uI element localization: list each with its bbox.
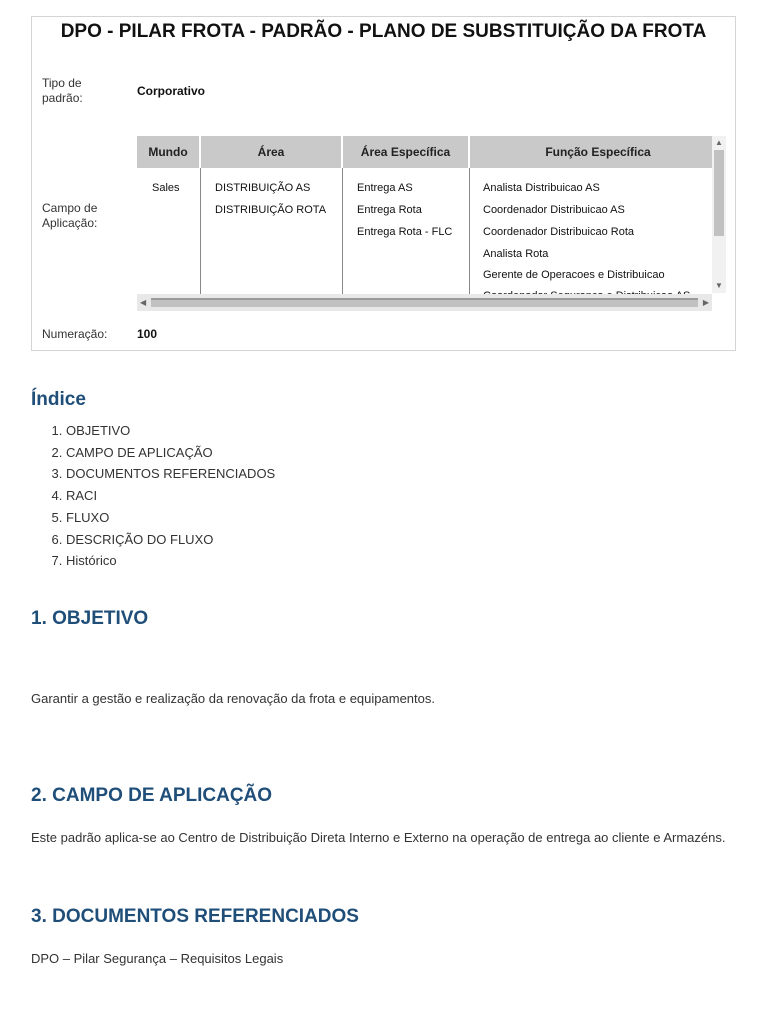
table-cell: Analista Distribuicao AS xyxy=(483,182,600,194)
indice-list xyxy=(31,420,275,572)
tipo-padrao-label: Tipo de padrão: xyxy=(42,76,83,105)
indice-item-documentos[interactable]: 3. DOCUMENTOS REFERENCIADOS xyxy=(66,463,275,485)
scroll-left-arrow-icon[interactable]: ◀ xyxy=(140,298,147,307)
document-header-card xyxy=(31,16,736,351)
table-cell: Entrega AS xyxy=(357,182,413,194)
objetivo-heading: 1. OBJETIVO xyxy=(31,608,149,629)
vertical-scroll-thumb[interactable] xyxy=(714,150,724,236)
scroll-down-arrow-icon[interactable]: ▼ xyxy=(715,281,723,290)
scroll-right-arrow-icon[interactable]: ▶ xyxy=(702,298,709,307)
indice-item-objetivo[interactable]: 1. OBJETIVO xyxy=(66,420,275,442)
table-cell: Entrega Rota xyxy=(357,204,422,216)
table-horizontal-scrollbar[interactable] xyxy=(137,294,712,311)
table-cell: Entrega Rota - FLC xyxy=(357,226,453,238)
table-column-area-especifica xyxy=(343,168,470,311)
documentos-heading: 3. DOCUMENTOS REFERENCIADOS xyxy=(31,906,359,927)
numeracao-value: 100 xyxy=(137,327,158,341)
indice-item-historico[interactable]: 7. Histórico xyxy=(66,550,275,572)
campo-aplicacao-heading: 2. CAMPO DE APLICAÇÃO xyxy=(31,785,273,806)
table-header-area-especifica: Área Específica xyxy=(343,136,470,168)
table-column-mundo xyxy=(137,168,201,311)
indice-item-campo-aplicacao[interactable]: 2. CAMPO DE APLICAÇÃO xyxy=(66,442,275,464)
table-cell: Gerente de Operacoes e Distribuicao xyxy=(483,269,665,281)
table-cell: Analista Rota xyxy=(483,248,549,260)
indice-heading: Índice xyxy=(31,389,86,410)
campo-aplicacao-label: Campo de Aplicação: xyxy=(42,201,98,230)
indice-item-fluxo[interactable]: 5. FLUXO xyxy=(66,507,275,529)
scroll-up-arrow-icon[interactable]: ▲ xyxy=(715,138,723,147)
table-cell: DISTRIBUIÇÃO AS xyxy=(215,182,311,194)
indice-item-raci[interactable]: 4. RACI xyxy=(66,485,275,507)
table-header-mundo: Mundo xyxy=(137,136,201,168)
table-cell: Coordenador Distribuicao AS xyxy=(483,204,625,216)
campo-aplicacao-text: Este padrão aplica-se ao Centro de Distribuição Direta Interno e Externo na operação de entrega ao cliente e Armazéns. xyxy=(31,830,726,845)
documentos-text: DPO – Pilar Segurança – Requisitos Legais xyxy=(31,951,284,966)
indice-item-descricao-fluxo[interactable]: 6. DESCRIÇÃO DO FLUXO xyxy=(66,529,275,551)
document-title: DPO - PILAR FROTA - PADRÃO - PLANO DE SUBSTITUIÇÃO DA FROTA xyxy=(60,21,707,42)
table-cell: Coordenador Distribuicao Rota xyxy=(483,226,635,238)
horizontal-scroll-thumb[interactable] xyxy=(151,298,698,307)
numeracao-label: Numeração: xyxy=(42,327,108,341)
table-header-area: Área xyxy=(201,136,343,168)
table-column-area xyxy=(201,168,343,311)
tipo-padrao-value: Corporativo xyxy=(137,84,206,98)
table-header-funcao-especifica: Função Específica xyxy=(470,136,726,168)
objetivo-text: Garantir a gestão e realização da renovação da frota e equipamentos. xyxy=(31,691,435,706)
table-column-funcao-especifica xyxy=(470,168,726,311)
table-cell: Sales xyxy=(152,182,180,194)
table-cell: DISTRIBUIÇÃO ROTA xyxy=(215,204,327,216)
table-vertical-scrollbar[interactable] xyxy=(712,136,726,293)
campo-aplicacao-table xyxy=(137,136,726,311)
